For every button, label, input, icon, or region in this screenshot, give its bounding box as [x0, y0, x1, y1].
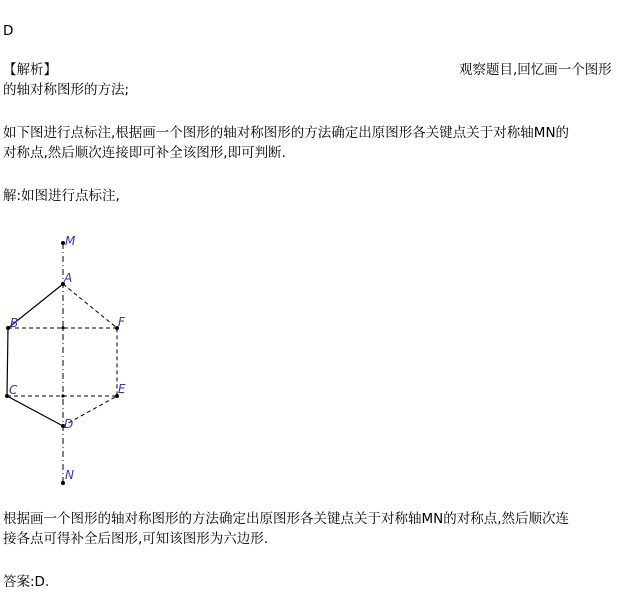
- label-f: F: [118, 315, 125, 329]
- label-n: N: [65, 468, 74, 482]
- conclusion-line-1: 根据画一个图形的轴对称图形的方法确定出原图形各关键点关于对称轴MN的对称点,然后顺次连: [3, 511, 570, 527]
- point-bf-midpoint: [61, 326, 64, 329]
- label-e: E: [118, 382, 126, 396]
- label-d: D: [64, 417, 74, 431]
- analysis-intro-continuation: 的轴对称图形的方法;: [3, 82, 130, 98]
- hexagon-symmetry-figure: [0, 228, 140, 490]
- original-half-outline: [7, 284, 63, 426]
- reflected-half-outline: [63, 284, 117, 426]
- analysis-method-line-1: 如下图进行点标注,根据画一个图形的轴对称图形的方法确定出原图形各关键点关于对称轴MN的: [3, 125, 570, 141]
- point-ce-midpoint: [61, 394, 64, 397]
- label-a: A: [64, 271, 73, 285]
- conclusion-line-2: 接各点可得补全后图形,可知该图形为六边形.: [3, 531, 269, 547]
- analysis-heading: 【解析】: [3, 62, 57, 78]
- analysis-method-line-2: 对称点,然后顺次连接即可补全该图形,即可判断.: [3, 145, 286, 161]
- label-c: C: [9, 383, 18, 397]
- top-answer-letter: D: [3, 23, 14, 39]
- final-answer: 答案:D.: [3, 574, 50, 590]
- solution-intro: 解:如图进行点标注,: [3, 188, 120, 204]
- label-m: M: [65, 234, 76, 248]
- label-b: B: [10, 316, 19, 330]
- analysis-intro-right: 观察题目,回忆画一个图形: [459, 62, 612, 78]
